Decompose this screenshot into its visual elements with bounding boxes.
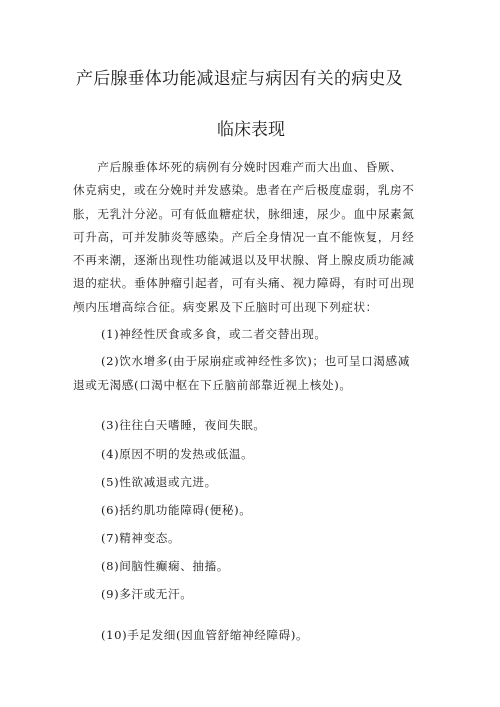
list-item-2-line2: 退或无渴感(口渴中枢在下丘脑前部靠近视上核处)。 (73, 378, 352, 392)
paragraph-line: 产后腺垂体坏死的病例有分娩时因难产而大出血、昏厥、 (73, 160, 403, 174)
document-title-continued: 临床表现 (217, 120, 285, 140)
list-item-10: (10)手足发细(因血管舒缩神经障碍)。 (101, 628, 309, 642)
list-item-7: (7)精神变态。 (101, 531, 181, 545)
list-item-9: (9)多汗或无汗。 (101, 587, 193, 601)
paragraph-line: 休克病史，或在分娩时并发感染。患者在产后极度虚弱，乳房不 (73, 183, 415, 198)
list-item-5: (5)性欲减退或亢进。 (101, 475, 217, 489)
paragraph-line: 不再来潮，逐渐出现性功能减退以及甲状腺、肾上腺皮质功能减 (73, 253, 415, 268)
paragraph-line: 可升高，可并发肺炎等感染。产后全身情况一直不能恢复，月经 (73, 229, 415, 244)
list-item-3: (3)往往白天嗜睡，夜间失眠。 (101, 418, 266, 432)
document-title: 产后腺垂体功能减退症与病因有关的病史及 (76, 69, 403, 89)
list-item-2-line1: (2)饮水增多(由于尿崩症或神经性多饮)；也可呈口渴感减 (101, 354, 410, 368)
list-item-6: (6)括约肌功能障碍(便秘)。 (101, 503, 252, 517)
intro-paragraph (73, 156, 427, 319)
paragraph-line: 退的症状。垂体肿瘤引起者，可有头痛、视力障碍，有时可出现 (73, 276, 415, 291)
list-item-4: (4)原因不明的发热或低温。 (101, 447, 254, 461)
paragraph-line: 颅内压增高综合征。病变累及下丘脑时可出现下列症状： (73, 299, 378, 314)
list-item-1: (1)神经性厌食或多食，或二者交替出现。 (101, 327, 327, 341)
list-item-8: (8)间脑性癫痫、抽搐。 (101, 559, 229, 573)
paragraph-line: 胀，无乳汁分泌。可有低血糖症状，脉细速，尿少。血中尿素氮 (73, 206, 415, 221)
